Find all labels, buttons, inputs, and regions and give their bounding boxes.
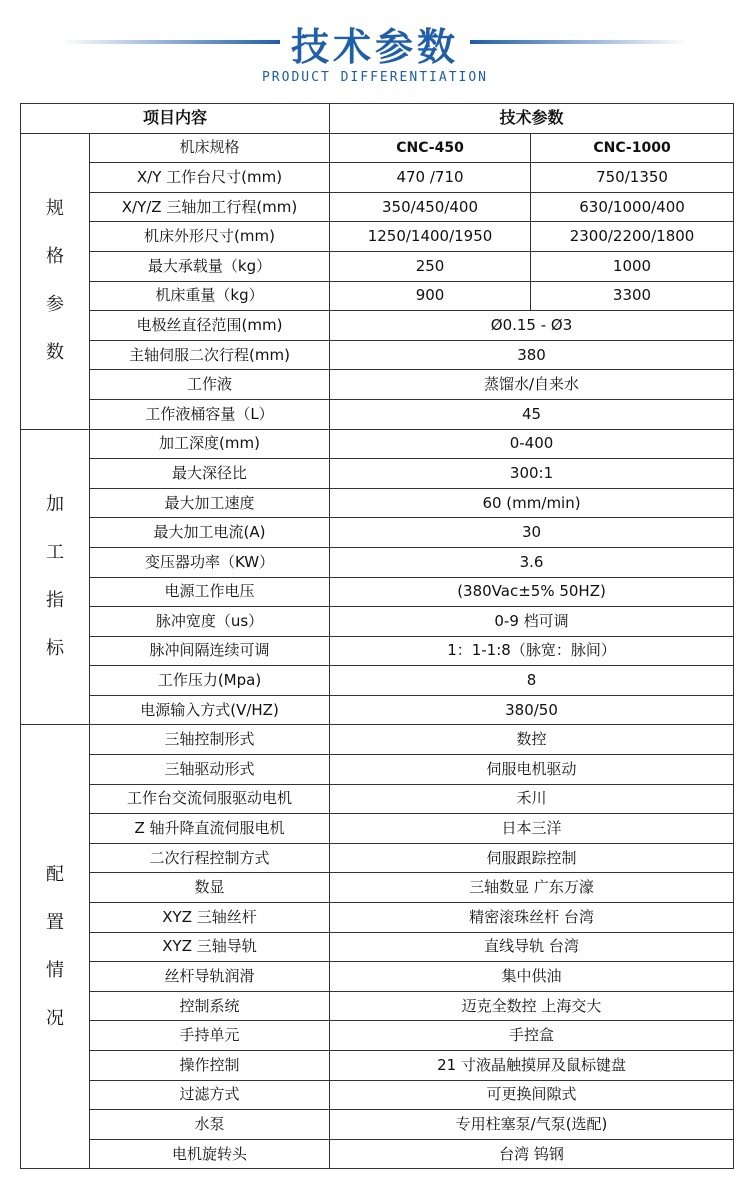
row-value-cell: 数控 [330,725,734,755]
row-value-cell: 伺服跟踪控制 [330,843,734,873]
row-label-cell: 手持单元 [90,1021,330,1051]
row-value-cell: 45 [330,399,734,429]
row-value-cell: 禾川 [330,784,734,814]
row-value-cell: 手控盒 [330,1021,734,1051]
row-label-cell: 工作液桶容量（L） [90,399,330,429]
row-label-cell: 脉冲间隔连续可调 [90,636,330,666]
row-label-cell: 电机旋转头 [90,1139,330,1169]
row-label-cell: 机床重量（kg） [90,281,330,311]
row-value-cell: 2300/2200/1800 [531,222,734,252]
group-label-cell [21,133,90,429]
row-label-cell: XYZ 三轴丝杆 [90,903,330,933]
table-row [21,281,734,311]
row-label-cell: 电极丝直径范围(mm) [90,311,330,341]
row-label-cell: 电源工作电压 [90,577,330,607]
table-row [21,488,734,518]
group-label-char: 工 [46,542,64,563]
row-value-cell: 630/1000/400 [531,192,734,222]
table-row [21,1021,734,1051]
model-label-cell: 机床规格 [90,133,330,163]
row-label-cell: 工作压力(Mpa) [90,666,330,696]
table-row [21,666,734,696]
table-row [21,903,734,933]
row-value-cell: 470 /710 [330,163,531,193]
row-value-cell: (380Vac±5% 50HZ) [330,577,734,607]
table-row [21,370,734,400]
row-value-cell: 750/1350 [531,163,734,193]
row-label-cell: 二次行程控制方式 [90,843,330,873]
row-value-cell: 60 (mm/min) [330,488,734,518]
page-title: 技术参数 [290,25,459,69]
model-row [21,133,734,163]
table-row [21,311,734,341]
row-label-cell: 电源输入方式(V/HZ) [90,695,330,725]
table-row [21,518,734,548]
group-label-cell [21,725,90,1169]
row-label-cell: 加工深度(mm) [90,429,330,459]
row-value-cell: 1：1-1:8（脉宽：脉间） [330,636,734,666]
row-value-cell: 集中供油 [330,962,734,992]
row-label-cell: XYZ 三轴导轨 [90,932,330,962]
row-value-cell: 900 [330,281,531,311]
row-value-cell: 1250/1400/1950 [330,222,531,252]
table-row [21,1139,734,1169]
row-value-cell: 380/50 [330,695,734,725]
table-row [21,222,734,252]
table-row [21,1051,734,1081]
group-label-char: 规 [46,198,64,220]
group-label-cell [21,429,90,725]
table-header-row [21,104,734,134]
table-row [21,725,734,755]
page-header [0,0,750,100]
row-value-cell: 21 寸液晶触摸屏及鼠标键盘 [330,1051,734,1081]
row-value-cell: 伺服电机驱动 [330,755,734,785]
row-label-cell: 变压器功率（KW） [90,547,330,577]
row-value-cell: 台湾 钨钢 [330,1139,734,1169]
row-label-cell: 主轴伺服二次行程(mm) [90,340,330,370]
row-value-cell: 3300 [531,281,734,311]
table-row [21,991,734,1021]
model-cnc-1000-cell: CNC-1000 [531,133,734,163]
row-label-cell: 丝杆导轨润滑 [90,962,330,992]
row-value-cell: 蒸馏水/自来水 [330,370,734,400]
row-value-cell: 精密滚珠丝杆 台湾 [330,903,734,933]
table-row [21,962,734,992]
table-row [21,459,734,489]
table-row [21,1110,734,1140]
table-row [21,695,734,725]
row-value-cell: 三轴数显 广东万濠 [330,873,734,903]
row-label-cell: 脉冲宽度（us） [90,607,330,637]
group-label-char: 加 [46,494,64,515]
table-row [21,784,734,814]
row-label-cell: 水泵 [90,1110,330,1140]
table-row [21,399,734,429]
table-row [21,192,734,222]
row-label-cell: 最大加工电流(A) [90,518,330,548]
row-value-cell: 专用柱塞泵/气泵(选配) [330,1110,734,1140]
column-header-item: 项目内容 [21,104,330,134]
group-label-char: 参 [46,294,64,316]
group-label-char: 格 [46,246,64,268]
row-label-cell: 三轴驱动形式 [90,755,330,785]
table-row [21,755,734,785]
row-value-cell: 0-9 档可调 [330,607,734,637]
group-label-char: 指 [46,590,64,611]
table-row [21,636,734,666]
table-row [21,873,734,903]
group-label-char: 置 [46,911,64,933]
table-row [21,843,734,873]
row-label-cell: 最大深径比 [90,459,330,489]
table-row [21,163,734,193]
row-value-cell: 日本三洋 [330,814,734,844]
page-subtitle: PRODUCT DIFFERENTIATION [261,70,488,85]
row-label-cell: X/Y 工作台尺寸(mm) [90,163,330,193]
row-label-cell: 操作控制 [90,1051,330,1081]
row-value-cell: 1000 [531,251,734,281]
spec-table-body [21,104,734,1169]
group-label-char: 况 [46,1007,64,1029]
row-label-cell: 最大承载量（kg） [90,251,330,281]
group-label-char: 情 [46,959,64,981]
row-value-cell: 8 [330,666,734,696]
row-label-cell: 工作台交流伺服驱动电机 [90,784,330,814]
row-value-cell: Ø0.15 - Ø3 [330,311,734,341]
table-row [21,932,734,962]
table-row [21,607,734,637]
table-row [21,251,734,281]
row-value-cell: 380 [330,340,734,370]
row-label-cell: 工作液 [90,370,330,400]
title-decoration-right [470,40,688,44]
row-label-cell: 过滤方式 [90,1080,330,1110]
table-row [21,1080,734,1110]
row-value-cell: 可更换间隙式 [330,1080,734,1110]
row-label-cell: X/Y/Z 三轴加工行程(mm) [90,192,330,222]
row-label-cell: 最大加工速度 [90,488,330,518]
row-label-cell: 数显 [90,873,330,903]
table-row [21,429,734,459]
row-label-cell: 机床外形尺寸(mm) [90,222,330,252]
group-label-char: 标 [46,638,64,659]
row-value-cell: 直线导轨 台湾 [330,932,734,962]
group-label-char: 配 [46,863,64,885]
table-row [21,577,734,607]
row-value-cell: 迈克全数控 上海交大 [330,991,734,1021]
table-row [21,814,734,844]
group-label-char: 数 [46,342,64,364]
table-row [21,340,734,370]
column-header-spec: 技术参数 [330,104,734,134]
table-row [21,547,734,577]
row-label-cell: 三轴控制形式 [90,725,330,755]
row-value-cell: 300:1 [330,459,734,489]
row-value-cell: 250 [330,251,531,281]
model-cnc-450-cell: CNC-450 [330,133,531,163]
row-label-cell: Z 轴升降直流伺服电机 [90,814,330,844]
row-value-cell: 3.6 [330,547,734,577]
row-label-cell: 控制系统 [90,991,330,1021]
row-value-cell: 0-400 [330,429,734,459]
row-value-cell: 30 [330,518,734,548]
row-value-cell: 350/450/400 [330,192,531,222]
spec-table [20,103,734,1169]
